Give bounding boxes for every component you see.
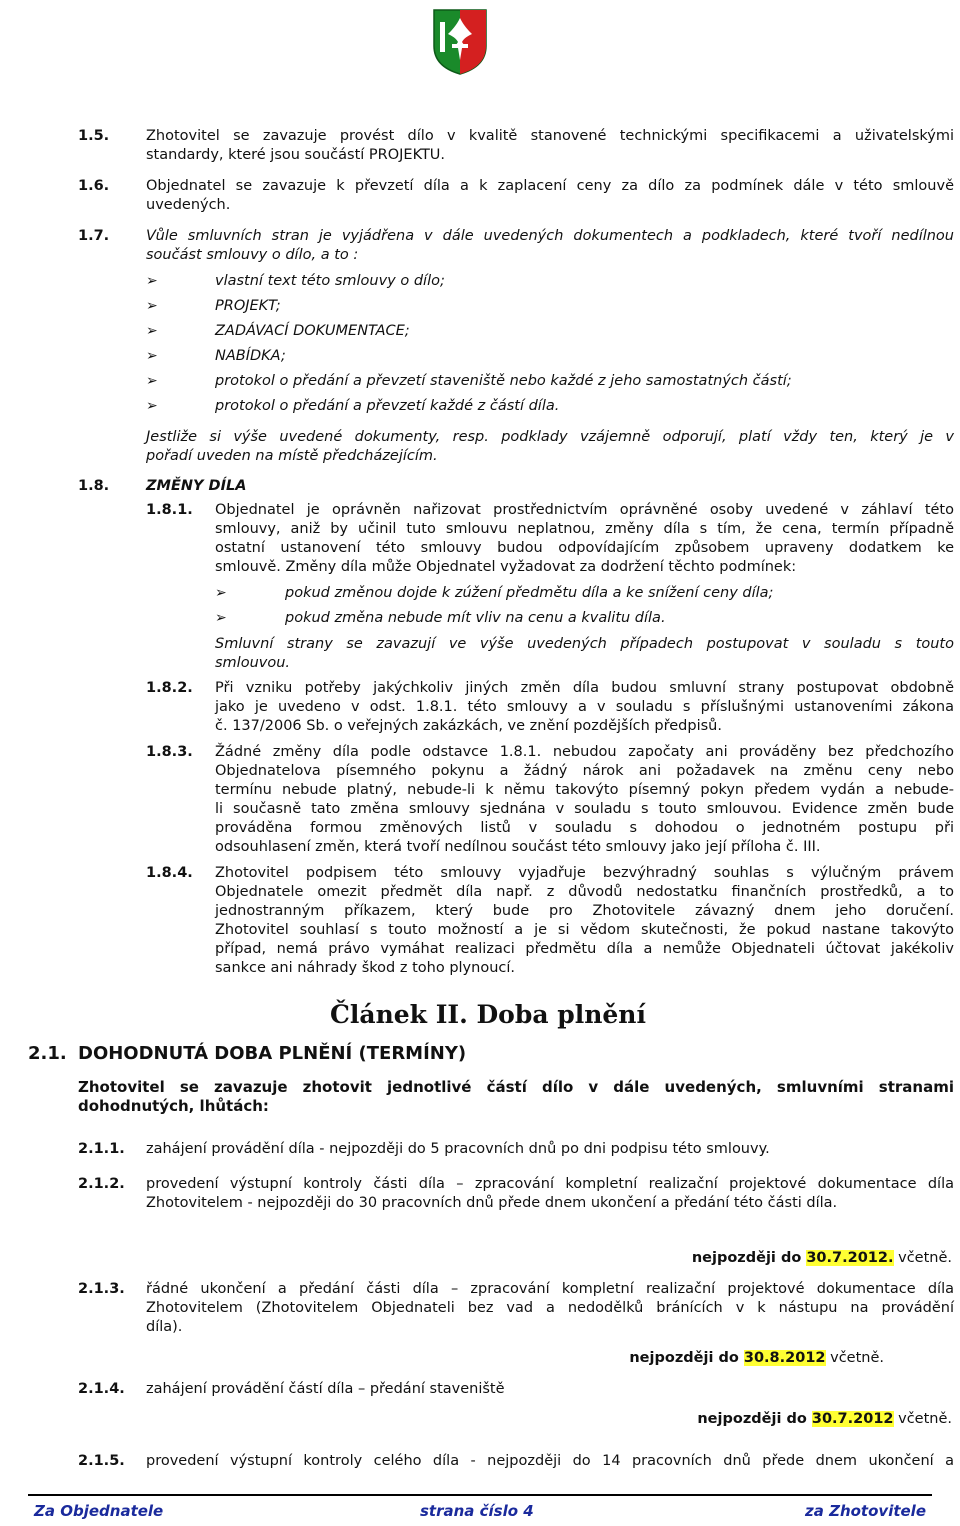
paragraph-line: případ, nemá právo vymáhat realizaci předmětu díla a nemůže Objednateli účtovat jakékoliv xyxy=(215,941,954,957)
paragraph-line: dohodnutých, lhůtách: xyxy=(78,1097,269,1115)
footer-right: za Zhotovitele xyxy=(805,1502,926,1520)
footer-left: Za Objednatele xyxy=(34,1502,164,1520)
paragraph-line: Objednatelova písemného pokynu a žádný nárok ani požadavek na změnu ceny nebo xyxy=(215,763,954,779)
section-number: 1.8.4. xyxy=(146,865,193,881)
bullet-arrow-icon: ➢ xyxy=(146,323,158,339)
footer-page-number: strana číslo 4 xyxy=(420,1502,534,1520)
paragraph-line: Zhotovitel se zavazuje provést dílo v kvalitě stanovené technickými specifikacemi a uživatelskými xyxy=(146,128,954,144)
section-title: ZMĚNY DÍLA xyxy=(146,478,247,494)
section-number: 1.6. xyxy=(78,178,110,194)
footer-divider xyxy=(28,1494,932,1496)
paragraph-line: řádné ukončení a předání části díla – zpracování kompletní realizační projektové dokumentace díla xyxy=(146,1281,954,1297)
paragraph-line: Vůle smluvních stran je vyjádřena v dále uvedených dokumentech a podkladech, které tvoří nedílnou xyxy=(146,228,954,244)
section-number: 2.1.2. xyxy=(78,1176,125,1192)
paragraph-line: díla). xyxy=(146,1319,183,1335)
list-item: pokud změnou dojde k zúžení předmětu díla a ke snížení ceny díla; xyxy=(285,585,774,601)
article-title: Článek II. Doba plnění xyxy=(330,1000,646,1029)
paragraph-line: zahájení provádění díla - nejpozději do 5 pracovních dnů po dni podpisu této smlouvy. xyxy=(146,1141,770,1157)
deadline-suffix: včetně. xyxy=(893,1411,952,1427)
list-item: ZADÁVACÍ DOKUMENTACE; xyxy=(215,323,410,339)
list-item: PROJEKT; xyxy=(215,298,281,314)
section-number: 1.7. xyxy=(78,228,110,244)
bullet-arrow-icon: ➢ xyxy=(215,610,227,626)
deadline-suffix: včetně. xyxy=(825,1350,884,1366)
deadline-date: 30.7.2012 xyxy=(811,1411,894,1427)
paragraph-line: ostatní ustanovení této smlouvy budou odpovídajícím způsobem upraveny dodatkem ke xyxy=(215,540,954,556)
paragraph-line: Zhotovitelem - nejpozději do 30 pracovních dnů přede dnem ukončení a předání této části díla. xyxy=(146,1195,838,1211)
paragraph-line: Zhotovitelem (Zhotovitelem Objednateli bez vad a nedodělků bránících v k nástupu na provádění xyxy=(146,1300,954,1316)
paragraph-line: č. 137/2006 Sb. o veřejných zakázkách, ve znění pozdějších předpisů. xyxy=(215,718,722,734)
deadline-suffix: včetně. xyxy=(893,1250,952,1266)
paragraph-line: sankce ani náhrady škod z toho plynoucí. xyxy=(215,960,515,976)
deadline-label: nejpozději do xyxy=(629,1350,744,1366)
paragraph-line: Objednatel se zavazuje k převzetí díla a k zaplacení ceny za dílo za podmínek dále v této smlouvě xyxy=(146,178,954,194)
list-item: NABÍDKA; xyxy=(215,348,286,364)
section-number: 1.8.1. xyxy=(146,502,193,518)
bullet-arrow-icon: ➢ xyxy=(146,348,158,364)
paragraph-line: Zhotovitel podpisem této smlouvy vyjadřuje bezvýhradný souhlas s výlučným právem xyxy=(215,865,954,881)
paragraph-line: Zhotovitel souhlasí s touto možností a je si vědom skutečnosti, že pokud nastane takovýto xyxy=(215,922,954,938)
paragraph-line: pořadí uveden na místě předcházejícím. xyxy=(146,448,438,464)
paragraph-line: odsouhlasení změn, která tvoří nedílnou součást této smlouvy jako její příloha č. III. xyxy=(215,839,821,855)
deadline-label: nejpozději do xyxy=(697,1411,812,1427)
paragraph-line: Objednatel je oprávněn nařizovat prostřednictvím oprávněné osoby uvedené v záhlaví této xyxy=(215,502,954,518)
list-item: protokol o předání a převzetí staveniště nebo každé z jeho samostatných částí; xyxy=(215,373,792,389)
list-item: vlastní text této smlouvy o dílo; xyxy=(215,273,445,289)
paragraph-line: uvedených. xyxy=(146,197,231,213)
paragraph-line: jako je uvedeno v odst. 1.8.1. této smlouvy a v souladu s příslušnými ustanoveními zákona xyxy=(215,699,954,715)
section-number: 2.1.1. xyxy=(78,1141,125,1157)
bullet-arrow-icon: ➢ xyxy=(146,298,158,314)
section-number: 2.1. xyxy=(28,1043,67,1064)
paragraph-line: Žádné změny díla podle odstavce 1.8.1. nebudou započaty ani prováděny bez předchozího xyxy=(215,744,954,760)
paragraph-line: Objednatele omezit předmět díla např. z důvodů nedostatku finančních prostředků, a to xyxy=(215,884,954,900)
deadline-date: 30.8.2012 xyxy=(743,1350,826,1366)
paragraph-line: li současně tato změna smlouvy sjednána v souladu s touto smlouvou. Evidence změn bude xyxy=(215,801,954,817)
deadline-date: 30.7.2012. xyxy=(806,1250,894,1266)
paragraph-line: termínu nebude platný, nebude-li k němu takovýto písemný pokyn předem vydán a nebude- xyxy=(215,782,954,798)
section-number: 1.8. xyxy=(78,478,110,494)
paragraph-line: standardy, které jsou součástí PROJEKTU. xyxy=(146,147,446,163)
deadline xyxy=(697,1410,952,1428)
section-number: 2.1.4. xyxy=(78,1381,125,1397)
paragraph-line: smlouvě. Změny díla může Objednatel vyžadovat za dodržení těchto podmínek: xyxy=(215,559,797,575)
section-number: 2.1.3. xyxy=(78,1281,125,1297)
deadline xyxy=(692,1249,952,1267)
deadline xyxy=(629,1349,884,1367)
section-number: 1.8.3. xyxy=(146,744,193,760)
paragraph-line: jednostranným příkazem, který bude pro Zhotovitele závazný dnem jeho doručení. xyxy=(215,903,954,919)
bullet-arrow-icon: ➢ xyxy=(215,585,227,601)
municipal-crest-icon xyxy=(432,8,488,76)
bullet-arrow-icon: ➢ xyxy=(146,373,158,389)
bullet-arrow-icon: ➢ xyxy=(146,273,158,289)
paragraph-line: prováděna formou změnových listů v souladu s dohodou o jednotném postupu při xyxy=(215,820,954,836)
paragraph-line: Zhotovitel se zavazuje zhotovit jednotlivé částí dílo v dále uvedených, smluvními stranami xyxy=(78,1078,954,1096)
paragraph-line: Při vzniku potřeby jakýchkoliv jiných změn díla budou smluvní strany postupovat obdobně xyxy=(215,680,954,696)
list-item: protokol o předání a převzetí každé z částí díla. xyxy=(215,398,560,414)
list-item: pokud změna nebude mít vliv na cenu a kvalitu díla. xyxy=(285,610,666,626)
paragraph-line: zahájení provádění částí díla – předání staveniště xyxy=(146,1381,505,1397)
paragraph-line: součást smlouvy o dílo, a to : xyxy=(146,247,359,263)
paragraph-line: Smluvní strany se zavazují ve výše uvedených případech postupovat v souladu s touto xyxy=(215,636,954,652)
section-number: 1.5. xyxy=(78,128,110,144)
paragraph-line: smlouvou. xyxy=(215,655,291,671)
section-title: DOHODNUTÁ DOBA PLNĚNÍ (TERMÍNY) xyxy=(78,1043,467,1064)
section-number: 1.8.2. xyxy=(146,680,193,696)
paragraph-line: provedení výstupní kontroly části díla – zpracování kompletní realizační projektové dokumentace díla xyxy=(146,1176,954,1192)
paragraph-line: smlouvy, aniž by učinil tuto smlouvu neplatnou, změny díla s tím, že cena, termín případně xyxy=(215,521,954,537)
bullet-arrow-icon: ➢ xyxy=(146,398,158,414)
section-number: 2.1.5. xyxy=(78,1453,125,1469)
paragraph-line: provedení výstupní kontroly celého díla - nejpozději do 14 pracovních dnů přede dnem ukončení a xyxy=(146,1453,954,1469)
deadline-label: nejpozději do xyxy=(691,1250,807,1266)
paragraph-line: Jestliže si výše uvedené dokumenty, resp. podklady vzájemně odporují, platí vždy ten, který je v xyxy=(146,429,954,445)
